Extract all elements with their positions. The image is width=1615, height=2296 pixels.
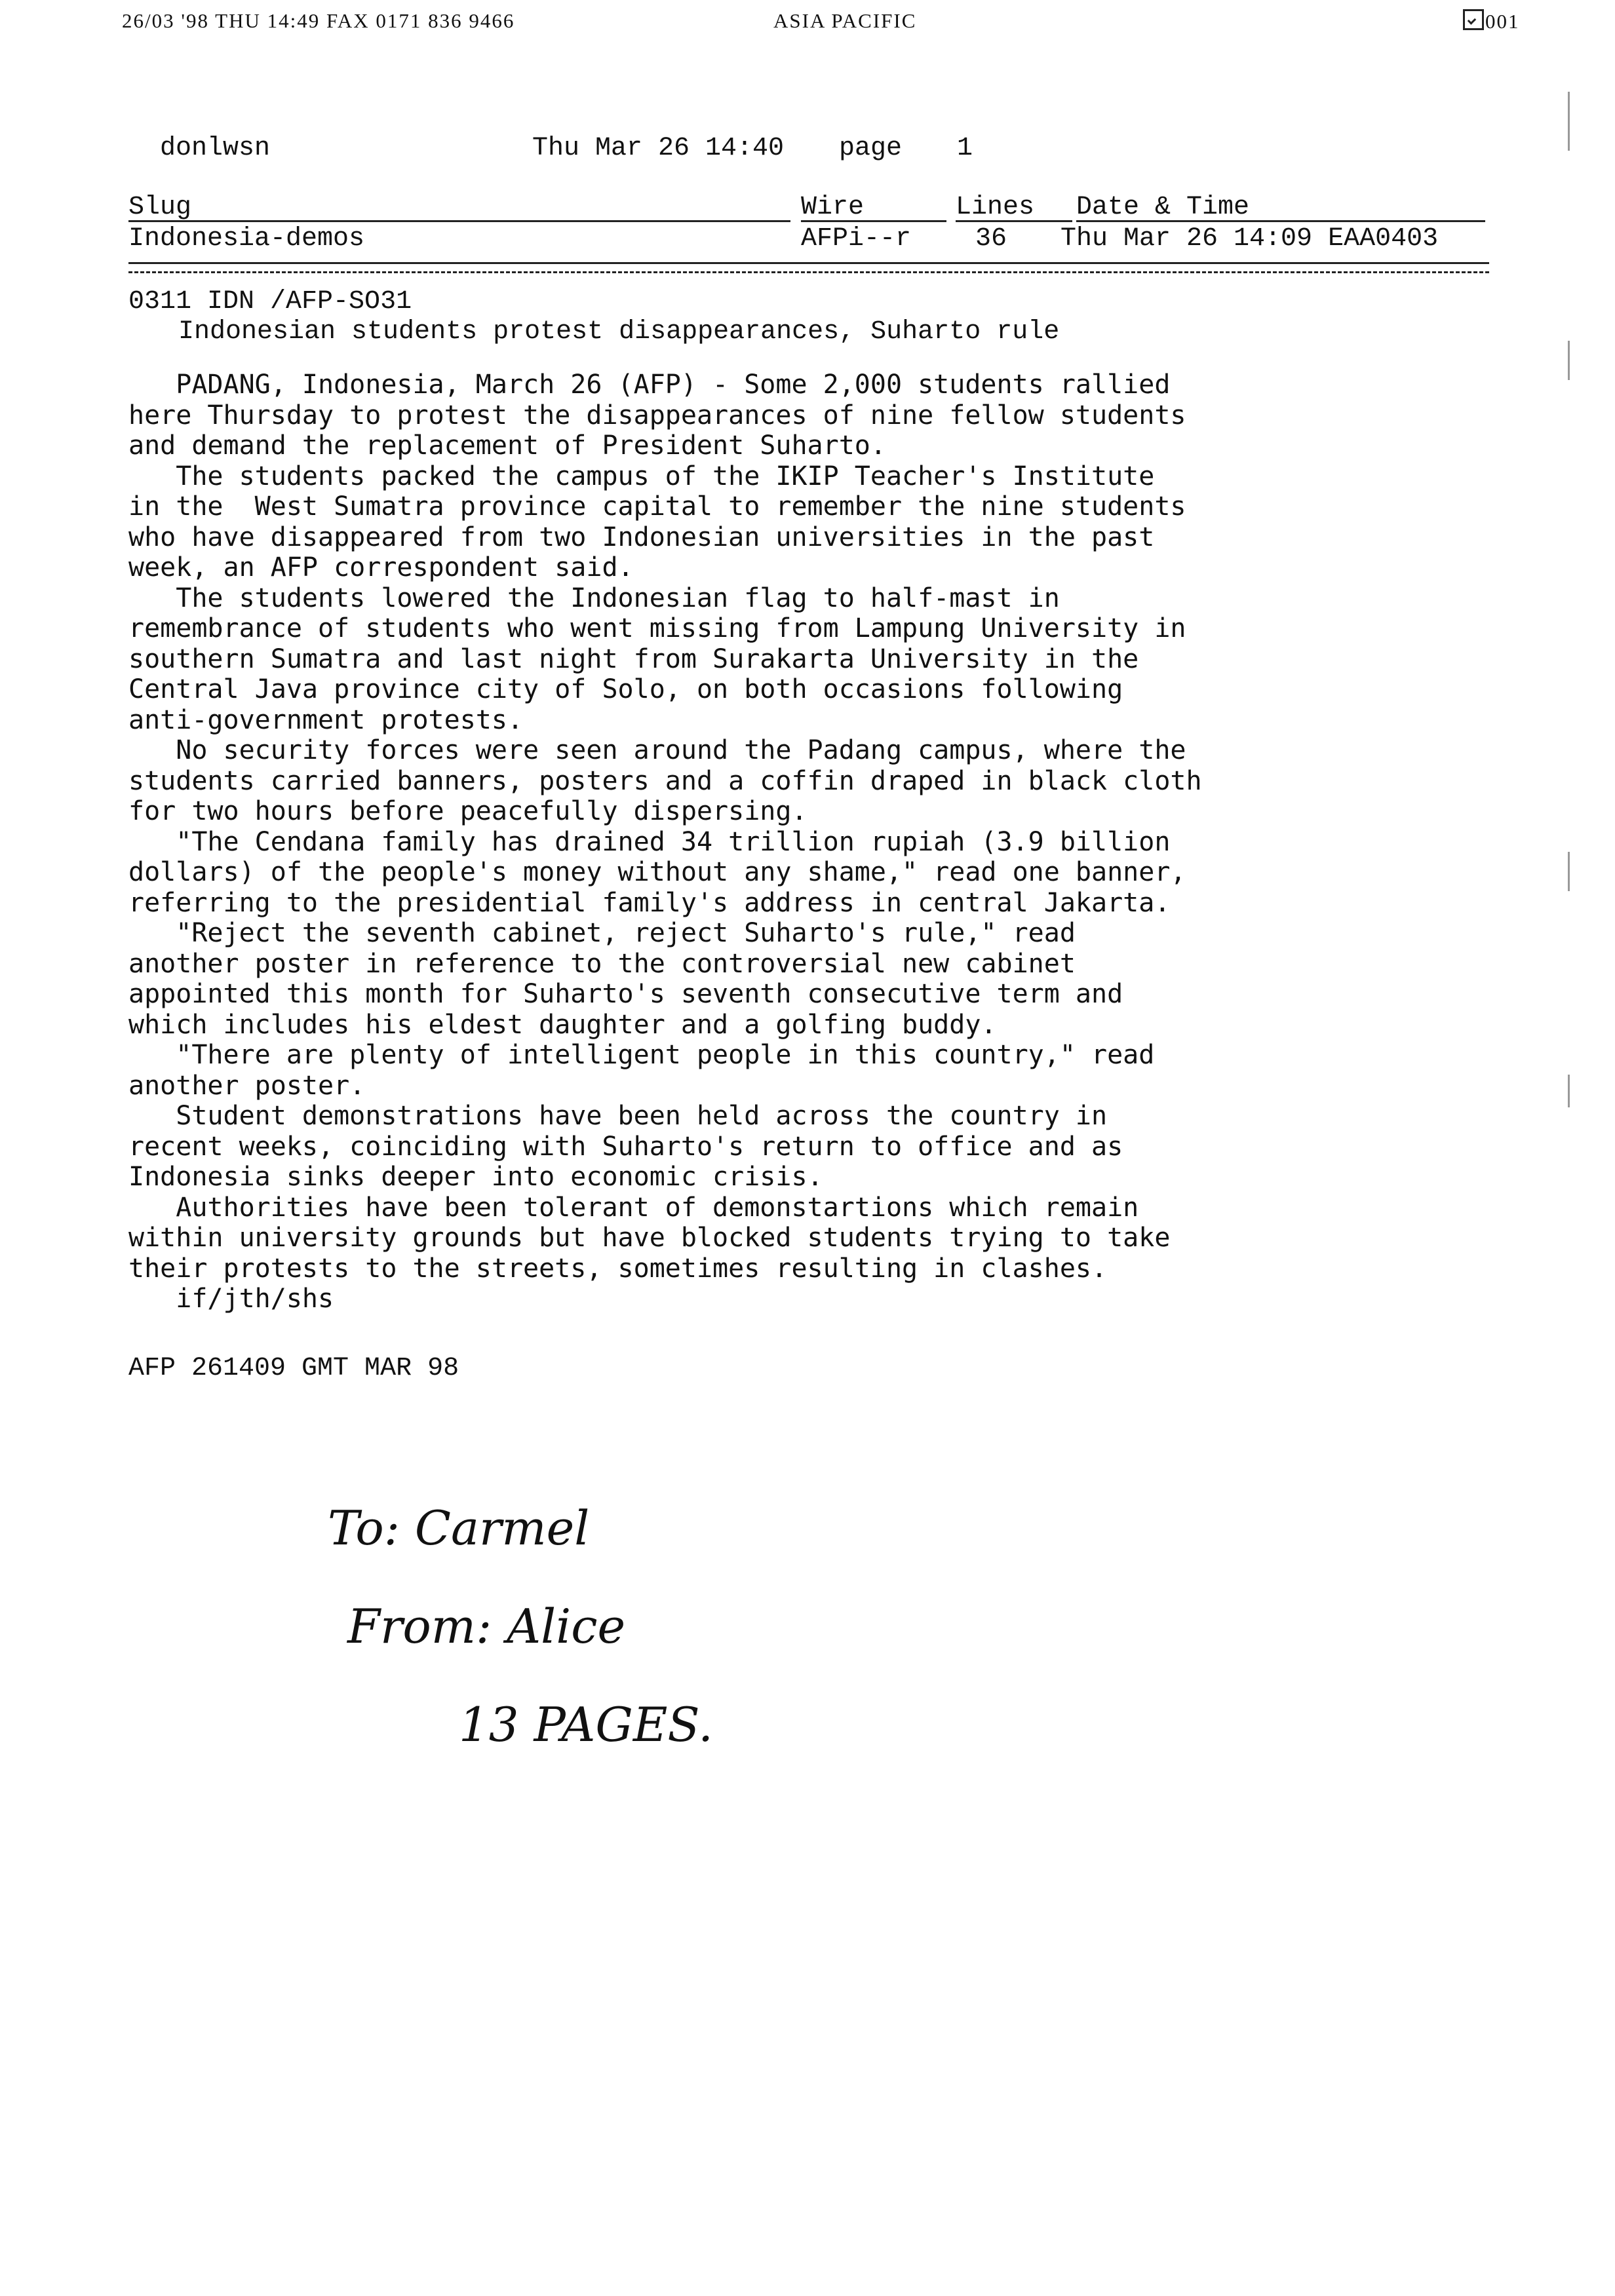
handwritten-to: To: Carmel: [328, 1501, 590, 1556]
print-user: donlwsn: [160, 134, 271, 163]
record-datetime: Thu Mar 26 14:09 EAA0403: [1060, 224, 1439, 254]
story-code: 0311 IDN /AFP-SO31: [128, 287, 412, 316]
handwritten-from: From: Alice: [347, 1599, 626, 1654]
fax-header-left: 26/03 '98 THU 14:49 FAX 0171 836 9466: [122, 9, 515, 32]
divider-bottom: [128, 271, 1489, 273]
column-datetime: Date & Time: [1076, 195, 1485, 222]
record-lines: 36: [975, 224, 1007, 254]
fax-check-icon: [1463, 9, 1484, 30]
fax-header-page: [1463, 9, 1520, 33]
margin-mark: [1568, 1075, 1570, 1107]
print-page-number: 1: [957, 134, 973, 163]
print-datetime: Thu Mar 26 14:40: [532, 134, 785, 163]
column-lines: Lines: [956, 195, 1072, 222]
column-slug: Slug: [128, 195, 790, 222]
margin-mark: [1568, 341, 1570, 380]
record-wire: AFPi--r: [801, 224, 912, 254]
story-body: PADANG, Indonesia, March 26 (AFP) - Some 2,000 students rallied here Thursday to protest the disappearances of nine fellow students and demand the replacement of President Suharto. The students packed the campus of the IKIP Teacher's Institute in the West Sumatra province capital to remember the nine students who have disappeared from two Indonesian universities in the past week, an AFP correspondent said. The students lowered the Indonesian flag to half-mast in remembrance of students who went missing from Lampung University in southern Sumatra and last night from Surakarta University in the Central Java province city of Solo, on both occasions following anti-government protests. No security forces were seen around the Padang campus, where the students carried banners, posters and a coffin draped in black cloth for two hours before peacefully dispersing. "The Cendana family has drained 34 trillion rupiah (3.9 billion dollars) of the people's money without any shame," read one banner, referring to the presidential family's address in central Jakarta. "Reject the seventh cabinet, reject Suharto's rule," read another poster in reference to the controversial new cabinet appointed this month for Suharto's seventh consecutive term and which includes his eldest daughter and a golfing buddy. "There are plenty of intelligent people in this country," read another poster. Student demonstrations have been held across the country in recent weeks, coinciding with Suharto's return to office and as Indonesia sinks deeper into economic crisis. Authorities have been tolerant of demonstartions which remain within university grounds but have blocked students trying to take their protests to the streets, sometimes resulting in clashes. if/jth/shs: [128, 370, 1202, 1314]
divider-top: [128, 262, 1489, 264]
print-page-label: page: [839, 134, 903, 163]
margin-mark: [1568, 92, 1570, 151]
column-wire: Wire: [801, 195, 946, 222]
story-footer: AFP 261409 GMT MAR 98: [128, 1354, 459, 1383]
record-slug: Indonesia-demos: [128, 224, 365, 254]
handwritten-pages: 13 PAGES.: [459, 1697, 714, 1752]
margin-mark: [1568, 852, 1570, 891]
story-headline: Indonesian students protest disappearances, Suharto rule: [178, 317, 1060, 347]
fax-page-number: 001: [1485, 10, 1520, 33]
fax-header-center: ASIA PACIFIC: [773, 9, 917, 32]
